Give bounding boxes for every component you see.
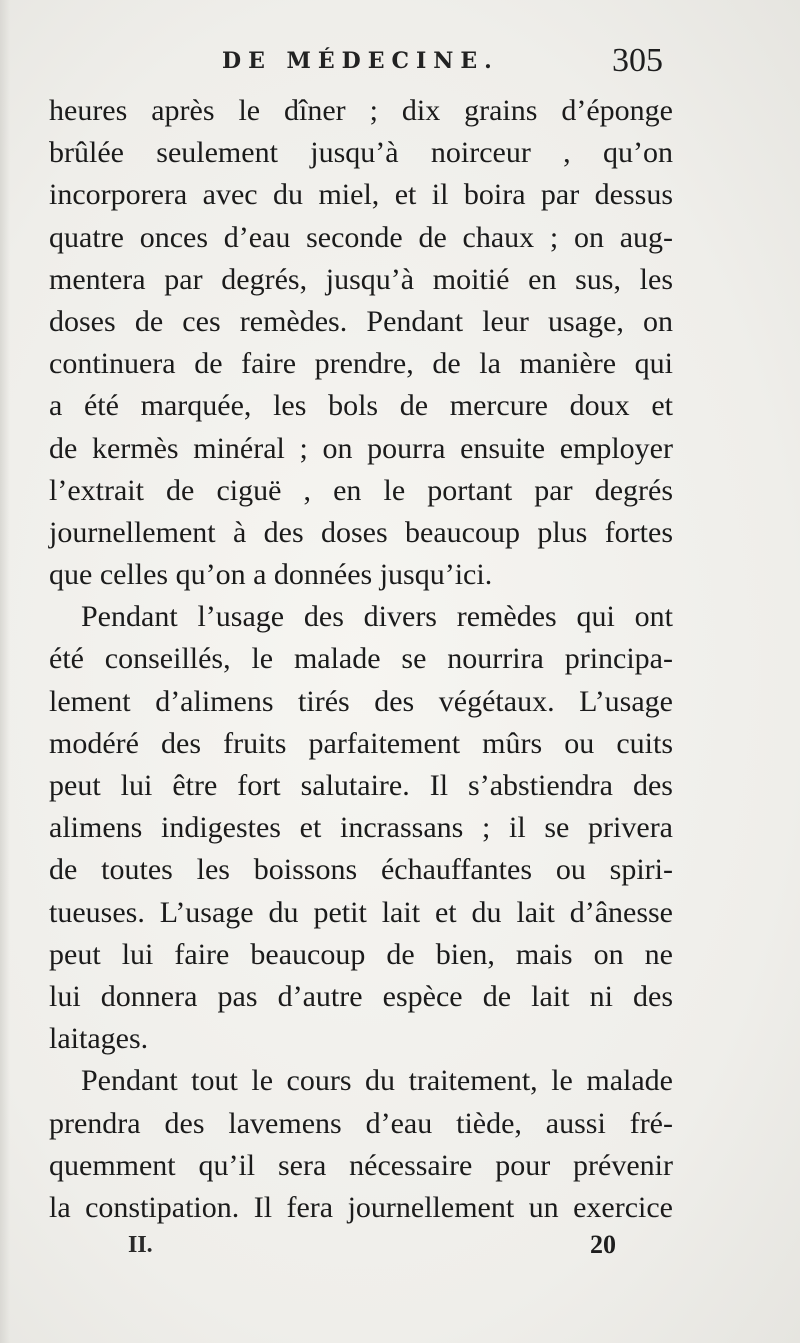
- text-line: Pendant tout le cours du traitement, le malade: [81, 1064, 673, 1098]
- text-line: laitages.: [49, 1022, 149, 1056]
- text-line: continuera de faire prendre, de la manière qui: [49, 347, 673, 381]
- text-line: l’extrait de ciguë , en le portant par degrés: [49, 473, 673, 507]
- text-line: Pendant l’usage des divers remèdes qui ont: [81, 600, 673, 634]
- running-title: DE MÉDECINE.: [222, 48, 499, 74]
- text-line: doses de ces remèdes. Pendant leur usage, on: [49, 304, 673, 338]
- text-line: quatre onces d’eau seconde de chaux ; on aug-: [49, 220, 673, 254]
- text-line: quemment qu’il sera nécessaire pour prévenir: [49, 1148, 673, 1182]
- text-line: journellement à des doses beaucoup plus fortes: [49, 515, 673, 549]
- text-line: heures après le dîner ; dix grains d’éponge: [49, 94, 673, 127]
- body-text: [49, 90, 673, 1229]
- page-edge-shadow: [0, 0, 10, 1343]
- paragraph-1: [49, 90, 673, 596]
- text-line: a été marquée, les bols de mercure doux et: [49, 389, 673, 423]
- text-line: prendra des lavemens d’eau tiède, aussi fré-: [49, 1106, 673, 1140]
- text-line: lui donnera pas d’autre espèce de lait ni des: [49, 979, 673, 1013]
- text-line: été conseillés, le malade se nourrira principa-: [49, 642, 673, 676]
- text-line: de kermès minéral ; on pourra ensuite employer: [49, 431, 673, 465]
- running-head: [0, 44, 800, 84]
- text-line: alimens indigestes et incrassans ; il se privera: [49, 811, 673, 845]
- text-line: brûlée seulement jusqu’à noirceur , qu’on: [49, 136, 673, 170]
- gathering-mark: 20: [590, 1230, 616, 1259]
- paragraph-2: [49, 596, 673, 1060]
- text-line: lement d’alimens tirés des végétaux. L’usage: [49, 684, 673, 718]
- page-number: 305: [612, 42, 663, 79]
- text-line: que celles qu’on a données jusqu’ici.: [49, 558, 493, 592]
- volume-signature: II.: [128, 1232, 153, 1258]
- text-line: de toutes les boissons échauffantes ou spiri-: [49, 853, 673, 887]
- text-line: peut lui faire beaucoup de bien, mais on ne: [49, 937, 673, 971]
- text-line: incorporera avec du miel, et il boira par dessus: [49, 178, 673, 212]
- text-line: la constipation. Il fera journellement un exercice: [49, 1190, 673, 1224]
- page-footer: [0, 1232, 800, 1268]
- text-line: tueuses. L’usage du petit lait et du lait d’ânesse: [49, 895, 673, 929]
- text-line: mentera par degrés, jusqu’à moitié en sus, les: [49, 262, 673, 296]
- paragraph-3: [49, 1060, 673, 1229]
- text-line: peut lui être fort salutaire. Il s’abstiendra des: [49, 769, 673, 802]
- text-line: modéré des fruits parfaitement mûrs ou cuits: [49, 726, 673, 760]
